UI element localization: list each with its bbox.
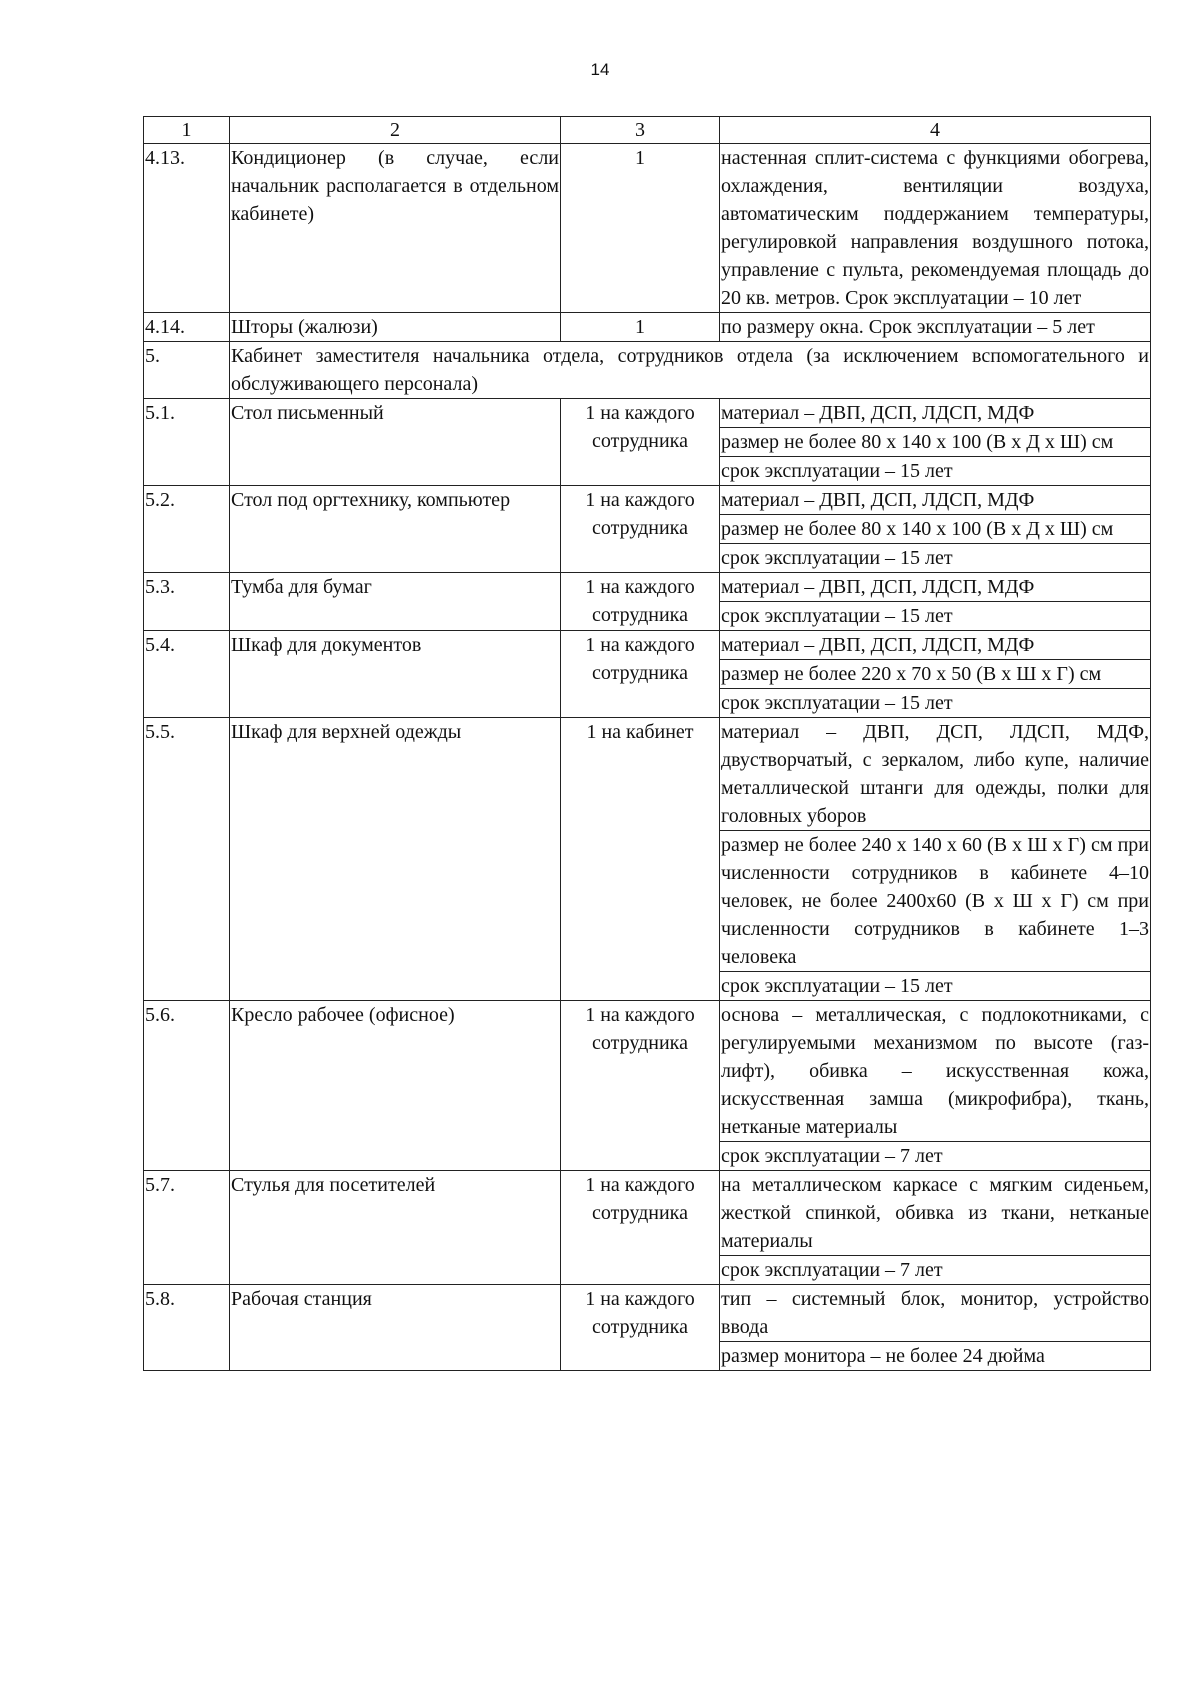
item-specification: размер не более 240 х 140 х 60 (В х Ш х Г) см при численности сотрудников в кабинете 4–10 человек, не более 2400х60 (В х Ш х Г) см при численности сотрудников в кабинете 1–3 человека [720,831,1151,972]
table-row [144,631,1151,660]
item-quantity: 1 на кабинет [561,718,720,1001]
item-specification: срок эксплуатации – 7 лет [720,1256,1151,1285]
page-number: 14 [590,60,610,79]
table-row [144,1171,1151,1256]
table-row [144,313,1151,342]
item-specification: основа – металлическая, с подлокотниками, с регулируемыми механизмом по высоте (газ-лифт), обивка – искусственная кожа, искусственная замша (микрофибра), ткань, нетканые материалы [720,1001,1151,1142]
item-name: Кондиционер (в случае, если начальник располагается в отдельном кабинете) [230,144,561,313]
item-number: 5.5. [144,718,230,1001]
item-specification: тип – системный блок, монитор, устройство ввода [720,1285,1151,1342]
table-row [144,573,1151,602]
item-quantity: 1 [561,144,720,313]
column-number-3: 3 [561,117,720,144]
item-number: 5.3. [144,573,230,631]
item-specification: материал – ДВП, ДСП, ЛДСП, МДФ, двустворчатый, с зеркалом, либо купе, наличие металлической штанги для одежды, полки для головных уборов [720,718,1151,831]
table-row [144,486,1151,515]
item-specification: срок эксплуатации – 15 лет [720,972,1151,1001]
section-row [144,342,1151,399]
item-specification: материал – ДВП, ДСП, ЛДСП, МДФ [720,573,1151,602]
item-number: 4.14. [144,313,230,342]
item-name: Шкаф для верхней одежды [230,718,561,1001]
item-specification: материал – ДВП, ДСП, ЛДСП, МДФ [720,631,1151,660]
item-specification: срок эксплуатации – 15 лет [720,457,1151,486]
item-specification: настенная сплит-система с функциями обогрева, охлаждения, вентиляции воздуха, автоматическим поддержанием температуры, регулировкой направления воздушного потока, управление с пульта, рекомендуемая площадь до 20 кв. метров. Срок эксплуатации – 10 лет [720,144,1151,313]
item-quantity: 1 на каждого сотрудника [561,1171,720,1285]
item-quantity: 1 на каждого сотрудника [561,399,720,486]
item-number: 5. [144,342,230,399]
item-quantity: 1 на каждого сотрудника [561,573,720,631]
column-number-header-row [144,117,1151,144]
column-number-1: 1 [144,117,230,144]
item-specification: материал – ДВП, ДСП, ЛДСП, МДФ [720,399,1151,428]
item-number: 5.1. [144,399,230,486]
item-name: Стол письменный [230,399,561,486]
item-name: Кресло рабочее (офисное) [230,1001,561,1171]
item-specification: размер монитора – не более 24 дюйма [720,1342,1151,1371]
item-specification: размер не более 80 х 140 х 100 (В х Д х Ш) см [720,428,1151,457]
item-name: Рабочая станция [230,1285,561,1371]
item-quantity: 1 на каждого сотрудника [561,1001,720,1171]
item-name: Стол под оргтехнику, компьютер [230,486,561,573]
item-name: Тумба для бумаг [230,573,561,631]
item-number: 5.4. [144,631,230,718]
item-name: Шкаф для документов [230,631,561,718]
section-title: Кабинет заместителя начальника отдела, сотрудников отдела (за исключением вспомогательного и обслуживающего персонала) [230,342,1151,399]
table-row [144,1001,1151,1142]
column-number-4: 4 [720,117,1151,144]
item-specification: по размеру окна. Срок эксплуатации – 5 лет [720,313,1151,342]
item-specification: размер не более 220 х 70 х 50 (В х Ш х Г) см [720,660,1151,689]
item-quantity: 1 на каждого сотрудника [561,631,720,718]
item-specification: на металлическом каркасе с мягким сиденьем, жесткой спинкой, обивка из ткани, нетканые материалы [720,1171,1151,1256]
item-number: 5.2. [144,486,230,573]
item-name: Шторы (жалюзи) [230,313,561,342]
item-specification: срок эксплуатации – 15 лет [720,544,1151,573]
item-quantity: 1 на каждого сотрудника [561,486,720,573]
item-number: 5.7. [144,1171,230,1285]
item-number: 5.8. [144,1285,230,1371]
table-row [144,718,1151,831]
item-number: 4.13. [144,144,230,313]
table-row [144,399,1151,428]
item-number: 5.6. [144,1001,230,1171]
table-row [144,144,1151,313]
equipment-norms-table [143,116,1151,1371]
item-specification: материал – ДВП, ДСП, ЛДСП, МДФ [720,486,1151,515]
item-quantity: 1 на каждого сотрудника [561,1285,720,1371]
item-specification: срок эксплуатации – 7 лет [720,1142,1151,1171]
item-quantity: 1 [561,313,720,342]
item-specification: размер не более 80 х 140 х 100 (В х Д х Ш) см [720,515,1151,544]
column-number-2: 2 [230,117,561,144]
table-row [144,1285,1151,1342]
item-name: Стулья для посетителей [230,1171,561,1285]
item-specification: срок эксплуатации – 15 лет [720,689,1151,718]
item-specification: срок эксплуатации – 15 лет [720,602,1151,631]
